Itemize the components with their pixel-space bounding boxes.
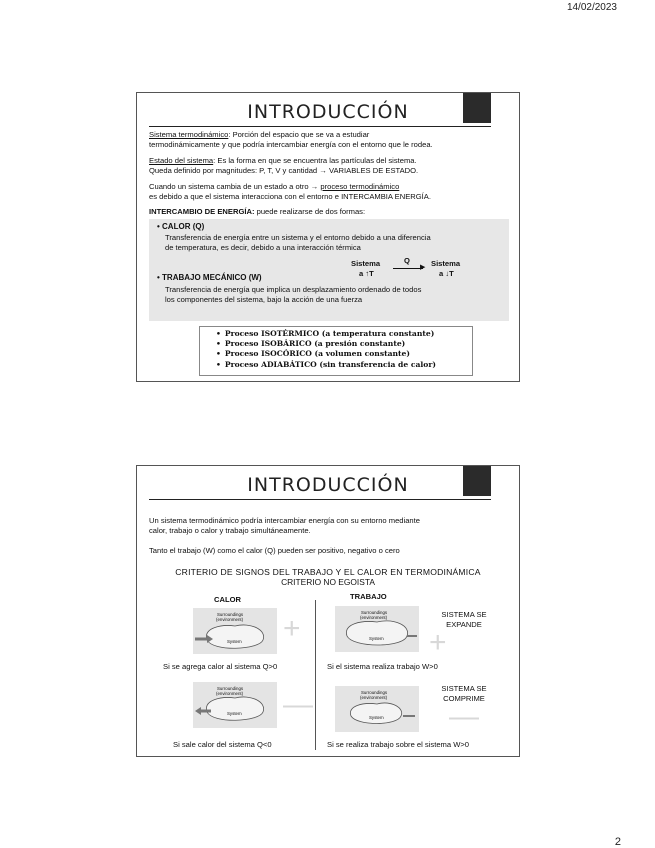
flow-right-label: Sistema [431, 259, 461, 268]
trabajo-def-1: Transferencia de energía que implica un desplazamiento ordenado de todos [165, 285, 422, 294]
sistema-definition [149, 130, 509, 149]
cambio-text [149, 182, 519, 201]
expande-line-1: SISTEMA SE [441, 610, 487, 619]
surroundings-label: Surroundings [217, 686, 244, 691]
title-rule [149, 499, 491, 500]
process-types-box [199, 326, 473, 376]
flow-q-label: Q [404, 256, 410, 265]
plus-sign: + [283, 612, 301, 645]
cambio-line-2: es debido a que el sistema interacciona con el entorno e INTERCAMBIA ENERGÍA. [149, 191, 431, 201]
intercambio-heading [149, 207, 509, 217]
trabajo-column-heading: TRABAJO [350, 592, 387, 601]
system-label: System [227, 711, 242, 716]
sistema-term: Sistema termodinámico [149, 130, 229, 139]
system-label: System [369, 636, 384, 641]
expande-line-2: EXPANDE [446, 619, 482, 629]
system-label: System [227, 639, 242, 644]
flow-arrowhead-icon: ▶ [420, 264, 426, 271]
estado-def-2: Queda definido por magnitudes: P, T, V y cantidad → VARIABLES DE ESTADO. [149, 165, 419, 175]
proceso-term: proceso termodinámico [320, 182, 400, 191]
cambio-line-1: Cuando un sistema cambia de un estado a otro → [149, 182, 321, 191]
title-rule [149, 126, 491, 127]
flow-arrow [393, 268, 423, 269]
environment-label: (environment) [216, 691, 244, 696]
slide-1 [136, 92, 520, 382]
system-label: System [369, 715, 384, 720]
criterio-heading: CRITERIO DE SIGNOS DEL TRABAJO Y EL CALOR EN TERMODINÁMICA [175, 567, 481, 577]
estado-def: : Es la forma en que se encuentra las partículas del sistema. [213, 156, 417, 165]
plus-sign: + [429, 626, 447, 659]
caption-work-positive: Si el sistema realiza trabajo W>0 [327, 662, 438, 671]
caption-work-negative: Si se realiza trabajo sobre el sistema W>0 [327, 740, 470, 749]
process-item: • Proceso ISOBÁRICO (a presión constante) [216, 339, 472, 349]
comprime-line-1: SISTEMA SE [441, 684, 487, 693]
sistema-def: : Porción del espacio que se va a estudiar [228, 130, 370, 139]
environment-label: (environment) [216, 617, 244, 622]
calor-def-2: de temperatura, es decir, debido a una interacción térmica [165, 242, 361, 252]
para-1a: Un sistema termodinámico podría intercambiar energía con su entorno mediante [149, 516, 420, 525]
surroundings-label: Surroundings [361, 690, 388, 695]
sign-paragraph: Tanto el trabajo (W) como el calor (Q) pueden ser positivo, negativo o cero [149, 546, 400, 555]
calor-column-heading: CALOR [214, 595, 241, 604]
page-number: 2 [614, 836, 621, 848]
environment-label: (environment) [360, 695, 388, 700]
slide-title: INTRODUCCIÓN [247, 474, 409, 496]
minus-sign: — [449, 700, 479, 733]
date-stamp: 14/02/2023 [566, 2, 617, 13]
process-item: • Proceso ISOCÓRICO (a volumen constante) [216, 349, 472, 359]
trabajo-heading: • TRABAJO MECÁNICO (W) [157, 273, 262, 282]
trabajo-definition [165, 285, 505, 304]
sistema-def-2: termodinámicamente y que podría intercambiar energía con el entorno que le rodea. [149, 139, 433, 149]
flow-left-sub: a ↑T [359, 269, 374, 278]
minus-sign: — [283, 688, 313, 721]
intercambio-bold: INTERCAMBIO DE ENERGÍA: [149, 207, 255, 216]
process-item: • Proceso ISOTÉRMICO (a temperatura constante) [216, 329, 472, 339]
caption-heat-positive: Si se agrega calor al sistema Q>0 [163, 662, 278, 671]
estado-term: Estado del sistema [149, 156, 214, 165]
surroundings-label: Surroundings [361, 610, 388, 615]
slide-2 [136, 465, 520, 757]
calor-definition [165, 233, 505, 252]
calor-def-1: Transferencia de energía entre un sistema y el entorno debido a una diferencia [165, 233, 431, 242]
surroundings-label: Surroundings [217, 612, 244, 617]
intercambio-rest: puede realizarse de dos formas: [254, 207, 366, 216]
calor-heading: • CALOR (Q) [157, 222, 205, 231]
flow-right-sub: a ↓T [439, 269, 454, 278]
environment-label: (environment) [360, 615, 388, 620]
caption-heat-negative: Si sale calor del sistema Q<0 [173, 740, 272, 749]
comprime-line-2: COMPRIME [443, 693, 485, 703]
slide-title: INTRODUCCIÓN [247, 101, 409, 123]
flow-left-label: Sistema [351, 259, 381, 268]
estado-definition [149, 156, 509, 175]
para-1b: calor, trabajo o calor y trabajo simultáneamente. [149, 525, 311, 535]
column-divider [315, 600, 316, 750]
process-item: • Proceso ADIABÁTICO (sin transferencia de calor) [216, 360, 472, 370]
criterio-subheading: CRITERIO NO EGOISTA [281, 577, 375, 587]
intro-paragraph [149, 516, 511, 535]
trabajo-def-2: los componentes del sistema, bajo la acción de una fuerza [165, 294, 363, 304]
